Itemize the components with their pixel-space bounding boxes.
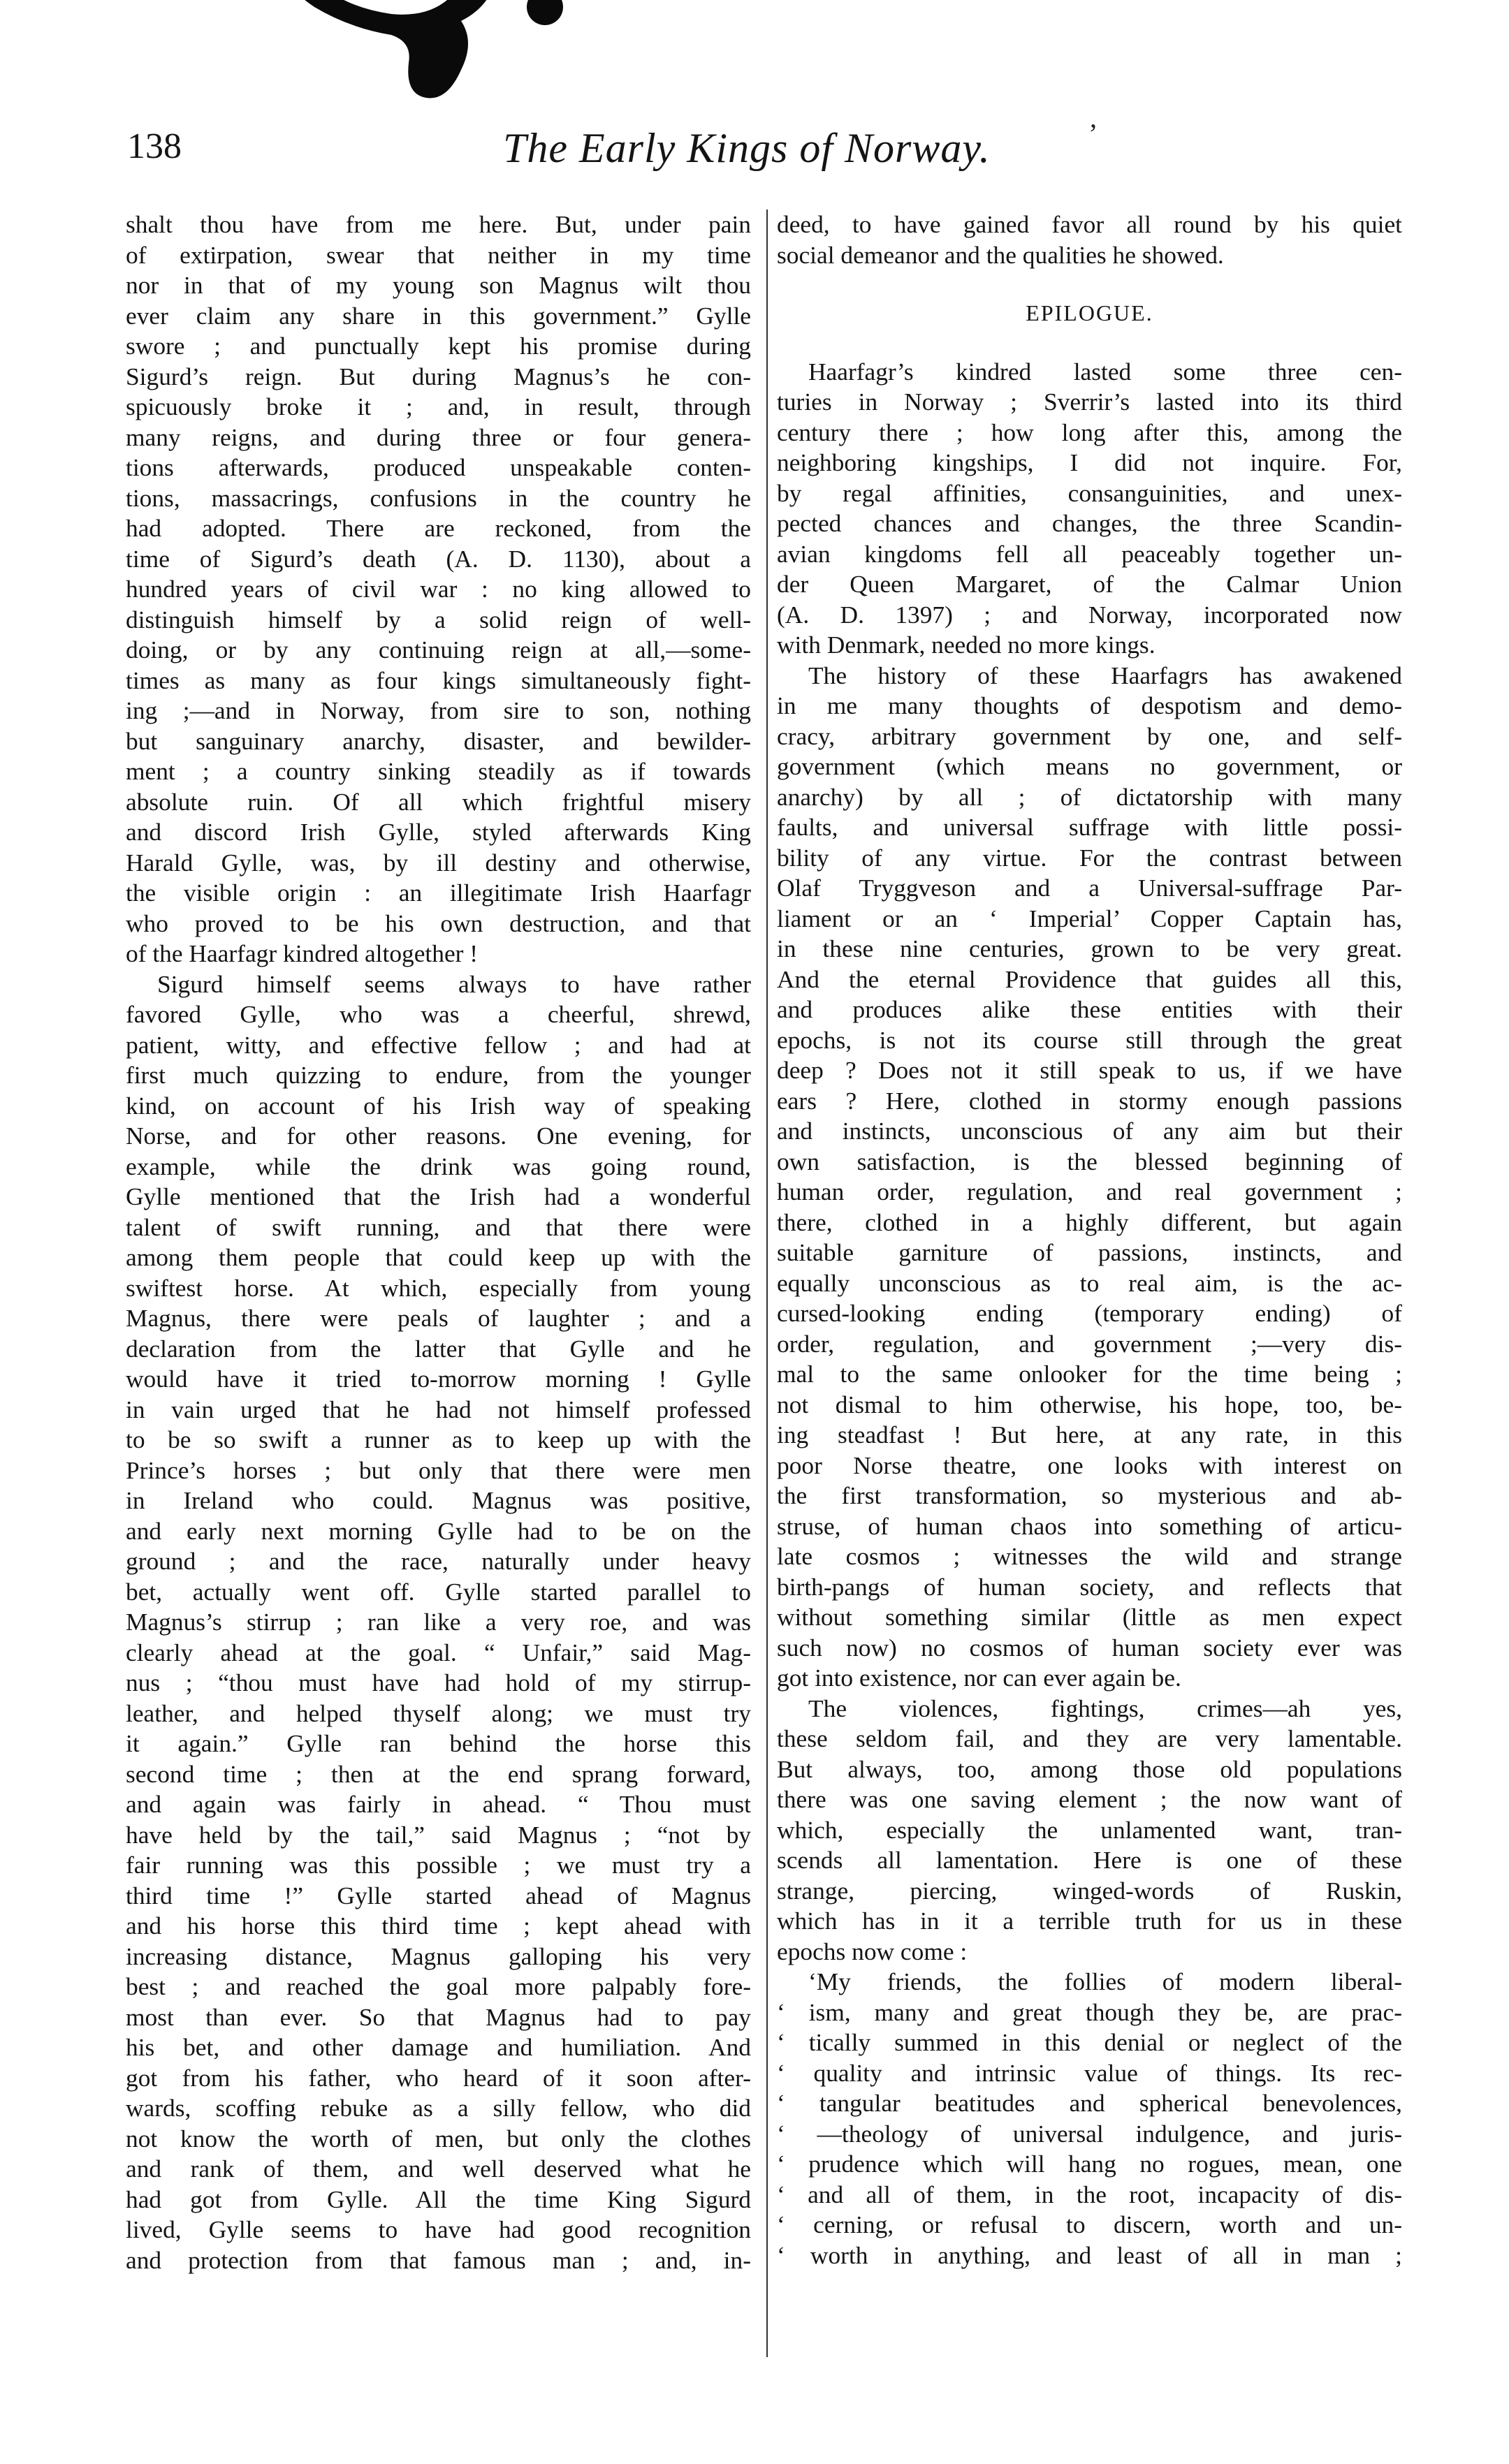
text-line: ‘ tangular beatitudes and spherical benevolences, xyxy=(777,2089,1402,2117)
text-line: ing steadfast ! But here, at any rate, in this xyxy=(777,1421,1402,1449)
text-line: late cosmos ; witnesses the wild and strange xyxy=(777,1542,1402,1570)
text-line: had adopted. There are reckoned, from the xyxy=(126,514,751,542)
text-line: social demeanor and the qualities he showed. xyxy=(777,240,1224,269)
text-line: poor Norse theatre, one looks with interest on xyxy=(777,1451,1402,1479)
text-line: many reigns, and during three or four genera- xyxy=(126,423,751,451)
text-line: Sigurd himself seems always to have rather xyxy=(157,969,751,998)
text-line: (A. D. 1397) ; and Norway, incorporated now xyxy=(777,600,1402,629)
text-line: century there ; how long after this, among the xyxy=(777,418,1402,446)
text-line: clearly ahead at the goal. “ Unfair,” said Mag- xyxy=(126,1638,751,1666)
text-line: epochs, is not its course still through the great xyxy=(777,1025,1402,1054)
text-line: Harald Gylle, was, by ill destiny and otherwise, xyxy=(126,848,751,877)
text-line: who proved to be his own destruction, and that xyxy=(126,909,751,937)
text-line: hundred years of civil war : no king allowed to xyxy=(126,575,751,603)
text-line: distinguish himself by a solid reign of well- xyxy=(126,605,751,633)
right-column xyxy=(777,210,1402,2271)
text-line: which has in it a terrible truth for us in these xyxy=(777,1907,1402,1935)
text-line: tions afterwards, produced unspeakable conten- xyxy=(126,453,751,481)
text-line: deed, to have gained favor all round by his quiet xyxy=(777,210,1402,238)
text-line: the first transformation, so mysterious and ab- xyxy=(777,1481,1402,1509)
text-line: Magnus, there were peals of laughter ; and a xyxy=(126,1304,751,1332)
text-line: declaration from the latter that Gylle and he xyxy=(126,1334,751,1363)
text-line: and his horse this third time ; kept ahead with xyxy=(126,1912,751,1939)
margin-mark: ʼ xyxy=(1088,118,1098,149)
text-line: avian kingdoms fell all peaceably together un- xyxy=(777,539,1402,568)
text-line: tions, massacrings, confusions in the country he xyxy=(126,483,751,512)
text-line: it again.” Gylle ran behind the horse this xyxy=(126,1729,751,1757)
text-line: had got from Gylle. All the time King Sigurd xyxy=(126,2185,751,2213)
text-line: but sanguinary anarchy, disaster, and bewilder- xyxy=(126,726,751,755)
text-line: ing ;—and in Norway, from sire to son, nothing xyxy=(126,696,751,724)
text-line: ‘My friends, the follies of modern liberal- xyxy=(808,1967,1402,1995)
text-line: bility of any virtue. For the contrast between xyxy=(777,843,1402,872)
text-line: by regal affinities, consanguinities, and unex- xyxy=(777,478,1402,507)
text-line: Magnus’s stirrup ; ran like a very roe, and was xyxy=(126,1608,751,1636)
text-line: Norse, and for other reasons. One evening, for xyxy=(126,1122,751,1150)
text-line: and rank of them, and well deserved what he xyxy=(126,2155,751,2183)
text-line: doing, or by any continuing reign at all,—some- xyxy=(126,636,751,663)
text-line: birth-pangs of human society, and reflects that xyxy=(777,1572,1402,1601)
text-line: cracy, arbitrary government by one, and self- xyxy=(777,721,1402,750)
text-line: absolute ruin. Of all which frightful misery xyxy=(126,787,751,816)
text-line: not know the worth of men, but only the clothes xyxy=(126,2124,751,2153)
text-line: in Ireland who could. Magnus was positive, xyxy=(126,1486,751,1514)
text-line: swiftest horse. At which, especially from young xyxy=(126,1273,751,1302)
text-line: in these nine centuries, grown to be very great. xyxy=(777,934,1402,962)
text-line: such now) no cosmos of human society ever was xyxy=(777,1633,1402,1662)
text-line: increasing distance, Magnus galloping his very xyxy=(126,1942,751,1970)
column-spacer xyxy=(777,270,1402,298)
text-line: and protection from that famous man ; and, in- xyxy=(126,2245,751,2274)
text-line: and produces alike these entities with their xyxy=(777,995,1402,1023)
text-line: ever claim any share in this government.” Gylle xyxy=(126,301,751,330)
text-line: best ; and reached the goal more palpably fore- xyxy=(126,1972,751,2000)
text-line: Haarfagr’s kindred lasted some three cen- xyxy=(808,357,1402,386)
text-line: But always, too, among those old populations xyxy=(777,1754,1402,1783)
text-line: of extirpation, swear that neither in my time xyxy=(126,240,751,269)
text-line: ground ; and the race, naturally under heavy xyxy=(126,1547,751,1575)
text-line: turies in Norway ; Sverrir’s lasted into its third xyxy=(777,388,1402,416)
text-line: example, while the drink was going round, xyxy=(126,1152,751,1180)
column-rule xyxy=(766,210,768,2357)
text-line: which, especially the unlamented want, tran- xyxy=(777,1815,1402,1844)
text-line: got from his father, who heard of it soon after- xyxy=(126,2063,751,2092)
text-line: epochs now come : xyxy=(777,1937,968,1965)
text-line: leather, and helped thyself along; we must try xyxy=(126,1699,751,1727)
text-line: ‘ cerning, or refusal to discern, worth and un- xyxy=(777,2210,1402,2238)
text-line: favored Gylle, who was a cheerful, shrewd, xyxy=(126,1000,751,1028)
text-line: And the eternal Providence that guides all this, xyxy=(777,965,1402,993)
text-line: there, clothed in a highly different, but again xyxy=(777,1208,1402,1236)
text-line: in me many thoughts of despotism and demo- xyxy=(777,691,1402,719)
text-line: government (which means no government, or xyxy=(777,752,1402,780)
text-line: of the Haarfagr kindred altogether ! xyxy=(126,939,479,967)
text-line: Gylle mentioned that the Irish had a wonderful xyxy=(126,1182,751,1210)
text-line: scends all lamentation. Here is one of these xyxy=(777,1846,1402,1874)
text-line: human order, regulation, and real government ; xyxy=(777,1178,1402,1205)
text-line: his bet, and other damage and humiliation. And xyxy=(126,2033,751,2061)
text-line: these seldom fail, and they are very lamentable. xyxy=(777,1724,1402,1752)
text-line: ears ? Here, clothed in stormy enough passions xyxy=(777,1086,1402,1115)
section-heading: EPILOGUE. xyxy=(1026,300,1153,325)
text-line: and again was fairly in ahead. “ Thou must xyxy=(126,1790,751,1818)
text-line: anarchy) by all ; of dictatorship with many xyxy=(777,782,1402,811)
text-line: ‘ —theology of universal indulgence, and juris- xyxy=(777,2119,1402,2148)
text-line: swore ; and punctually kept his promise during xyxy=(126,332,751,360)
text-line: third time !” Gylle started ahead of Magnus xyxy=(126,1881,751,1909)
text-line: shalt thou have from me here. But, under pain xyxy=(126,210,751,238)
text-line: have held by the tail,” said Magnus ; “not by xyxy=(126,1820,751,1849)
text-line: cursed-looking ending (temporary ending) of xyxy=(777,1299,1402,1327)
text-line: The violences, fightings, crimes—ah yes, xyxy=(808,1694,1402,1722)
text-line: would have it tried to-morrow morning ! Gylle xyxy=(126,1365,751,1393)
text-line: patient, witty, and effective fellow ; and had at xyxy=(126,1030,751,1059)
ink-blot xyxy=(286,0,566,105)
text-line: mal to the same onlooker for the time being ; xyxy=(777,1360,1402,1388)
text-line: order, regulation, and government ;—very dis- xyxy=(777,1329,1402,1358)
text-line: ment ; a country sinking steadily as if towards xyxy=(126,757,751,785)
text-line: Olaf Tryggveson and a Universal-suffrage Par- xyxy=(777,874,1402,902)
text-line: pected chances and changes, the three Scandin- xyxy=(777,509,1402,537)
text-line: and instincts, unconscious of any aim but their xyxy=(777,1117,1402,1145)
text-line: to be so swift a runner as to keep up with the xyxy=(126,1425,751,1453)
text-line: times as many as four kings simultaneously fight- xyxy=(126,666,751,694)
left-column xyxy=(126,210,751,2275)
text-line: nus ; “thou must have had hold of my stirrup- xyxy=(126,1669,751,1696)
text-line: lived, Gylle seems to have had good recognition xyxy=(126,2215,751,2243)
text-line: The history of these Haarfagrs has awakened xyxy=(808,661,1402,689)
text-line: not dismal to him otherwise, his hope, too, be- xyxy=(777,1390,1402,1418)
text-line: der Queen Margaret, of the Calmar Union xyxy=(777,570,1402,598)
text-line: neighboring kingships, I did not inquire. For, xyxy=(777,448,1402,476)
text-line: deep ? Does not it still speak to us, if we have xyxy=(777,1056,1402,1084)
text-line: spicuously broke it ; and, in result, through xyxy=(126,393,751,420)
text-line: most than ever. So that Magnus had to pay xyxy=(126,2002,751,2031)
text-line: the visible origin : an illegitimate Irish Haarfagr xyxy=(126,879,751,907)
text-line: kind, on account of his Irish way of speaking xyxy=(126,1091,751,1120)
text-line: equally unconscious as to real aim, is the ac- xyxy=(777,1268,1402,1297)
text-line: nor in that of my young son Magnus wilt thou xyxy=(126,271,751,299)
text-line: ‘ quality and intrinsic value of things. Its rec- xyxy=(777,2058,1402,2087)
text-line: time of Sigurd’s death (A. D. 1130), about a xyxy=(126,544,751,573)
text-line: strange, piercing, winged-words of Ruskin, xyxy=(777,1876,1402,1905)
text-line: bet, actually went off. Gylle started parallel to xyxy=(126,1577,751,1606)
text-line: got into existence, nor can ever again be. xyxy=(777,1664,1181,1692)
page-number: 138 xyxy=(127,126,182,166)
text-line: struse, of human chaos into something of articu- xyxy=(777,1511,1402,1540)
text-line: suitable garniture of passions, instincts, and xyxy=(777,1238,1402,1266)
text-line: fair running was this possible ; we must try a xyxy=(126,1851,751,1879)
text-line: first much quizzing to endure, from the younger xyxy=(126,1061,751,1089)
text-line: without something similar (little as men expect xyxy=(777,1603,1402,1631)
text-line: ‘ worth in anything, and least of all in man ; xyxy=(777,2241,1402,2269)
text-line: and early next morning Gylle had to be on the xyxy=(126,1516,751,1545)
text-line: ‘ tically summed in this denial or neglect of the xyxy=(777,2028,1402,2056)
text-line: own satisfaction, is the blessed beginning of xyxy=(777,1147,1402,1175)
text-line: faults, and universal suffrage with little possi- xyxy=(777,813,1402,841)
text-line: with Denmark, needed no more kings. xyxy=(777,631,1156,659)
text-line: wards, scoffing rebuke as a silly fellow, who did xyxy=(126,2094,751,2122)
text-line: second time ; then at the end sprang forward, xyxy=(126,1759,751,1788)
text-line: among them people that could keep up with the xyxy=(126,1243,751,1271)
text-line: talent of swift running, and that there were xyxy=(126,1212,751,1241)
text-line: Prince’s horses ; but only that there were men xyxy=(126,1455,751,1484)
text-line: ‘ prudence which will hang no rogues, mean, one xyxy=(777,2150,1402,2178)
text-line: ‘ and all of them, in the root, incapacity of dis- xyxy=(777,2180,1402,2208)
text-line: Sigurd’s reign. But during Magnus’s he con- xyxy=(126,362,751,390)
text-line: in vain urged that he had not himself professed xyxy=(126,1395,751,1423)
text-line: liament or an ‘ Imperial’ Copper Captain has, xyxy=(777,904,1402,932)
text-line: ‘ ism, many and great though they be, are prac- xyxy=(777,1997,1402,2026)
text-line: there was one saving element ; the now want of xyxy=(777,1785,1402,1813)
text-line: and discord Irish Gylle, styled afterwards King xyxy=(126,818,751,846)
column-spacer xyxy=(777,329,1402,357)
running-head: The Early Kings of Norway. xyxy=(503,125,991,171)
